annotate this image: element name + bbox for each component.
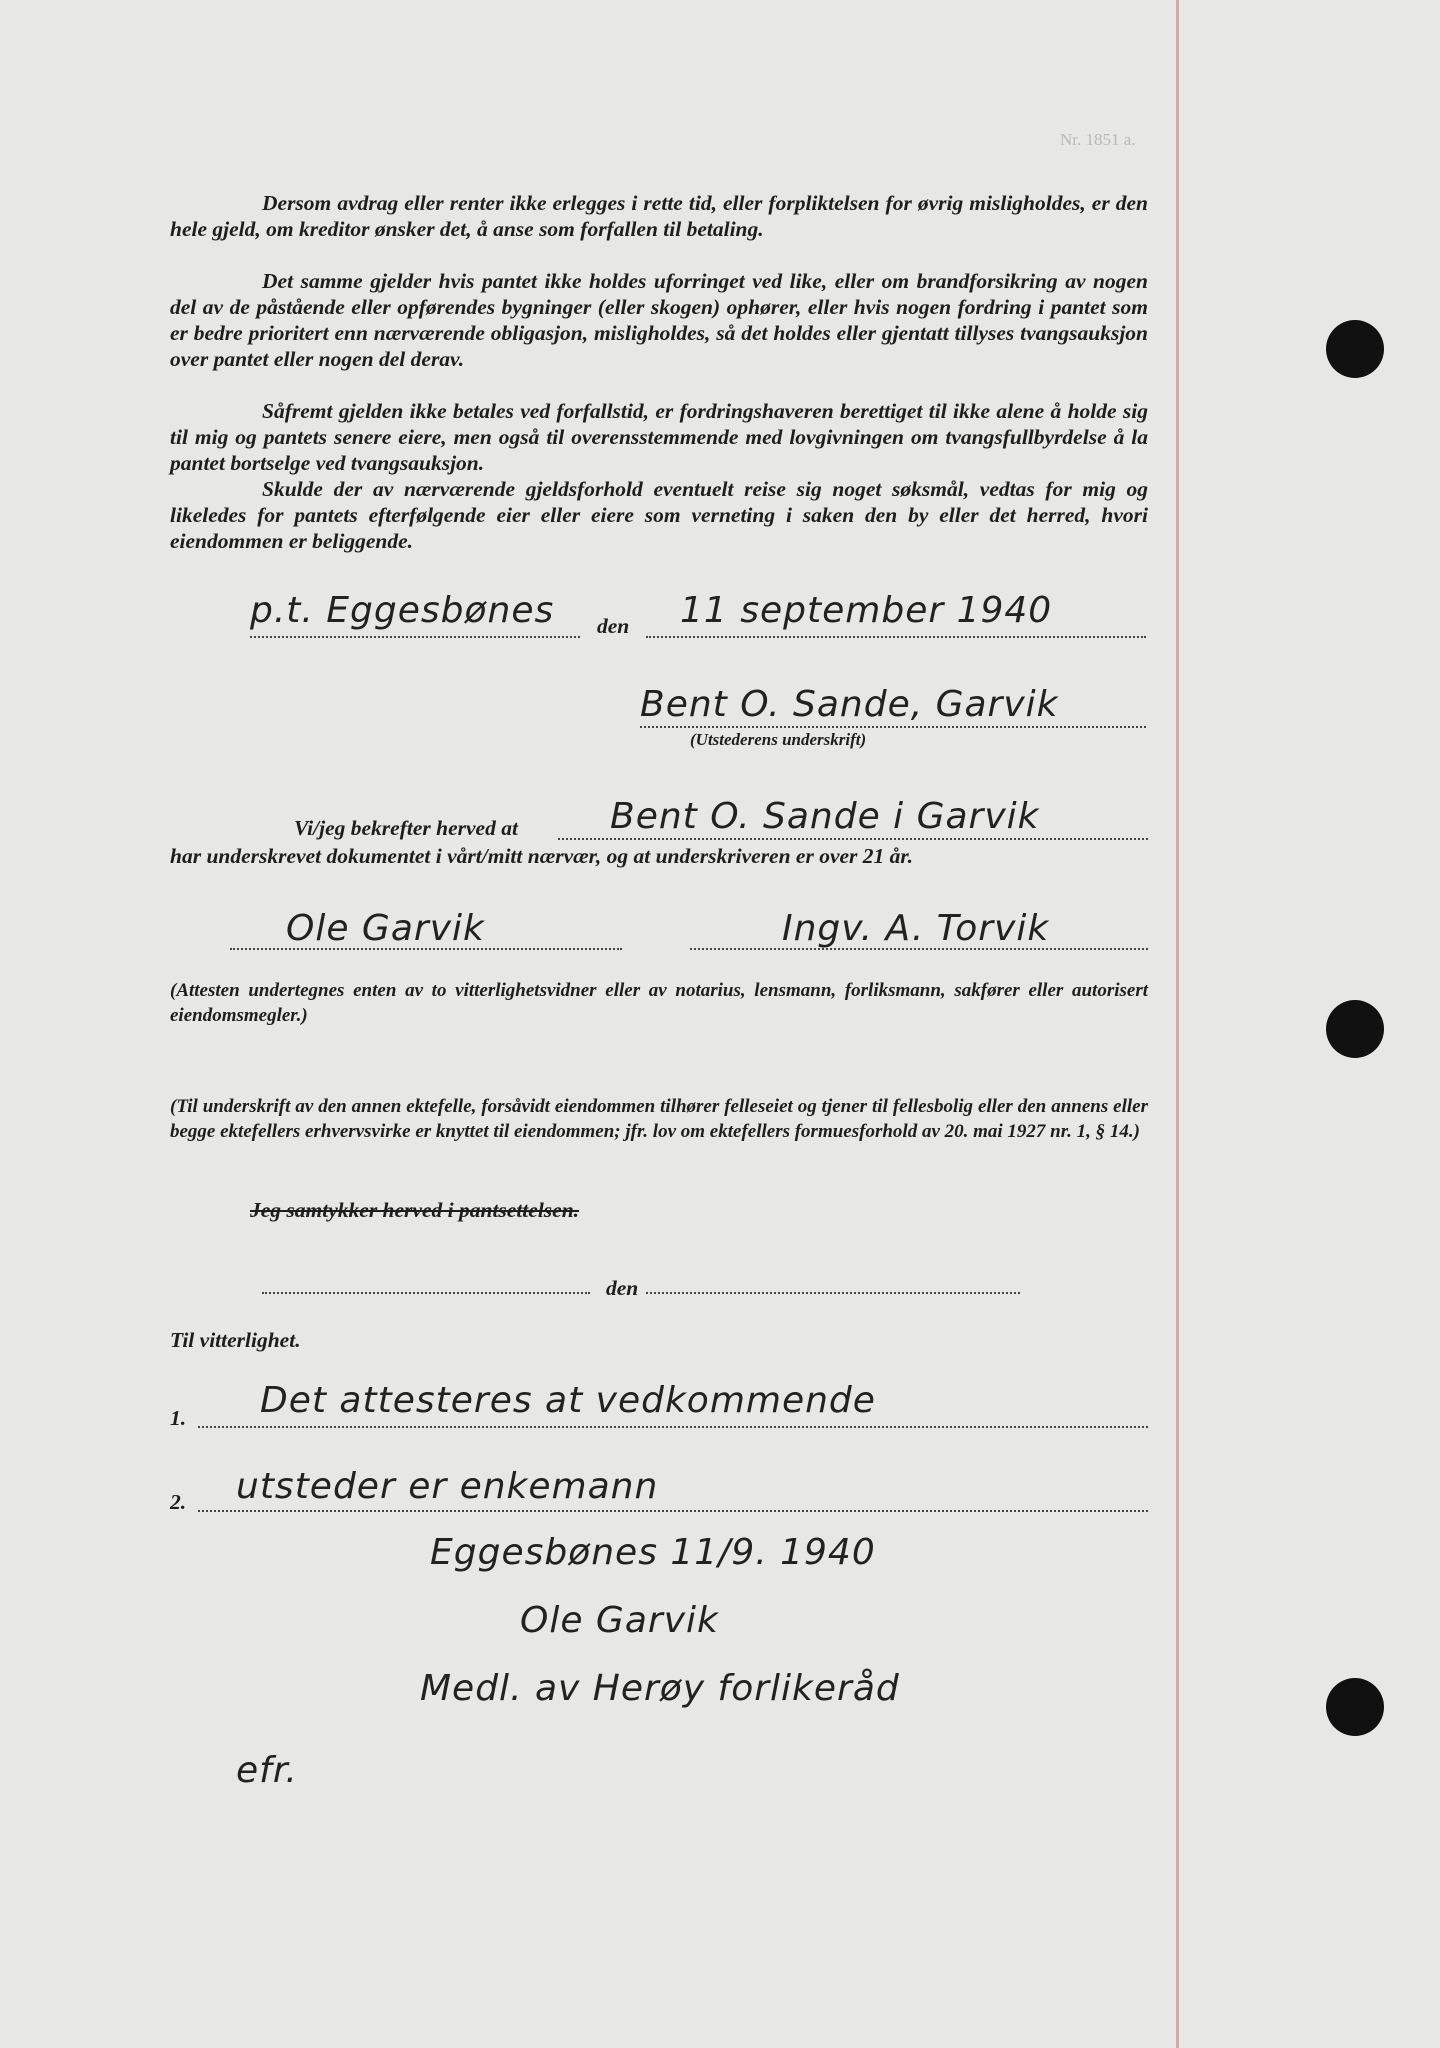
- margin-rule: [1176, 0, 1179, 2048]
- spouse-note: (Til underskrift av den annen ektefelle, forsåvidt eiendommen tilhører felleseiet og tjener til fellesbolig eller den annens eller begge ektefellers erhvervsvirke er knyttet til eiendommen; jfr. lov om ektefellers formuesforhold av 20. mai 1927 nr. 1, § 14.): [170, 1096, 1148, 1142]
- witness-text-5: Medl. av Herøy forlikeråd: [420, 1668, 900, 1709]
- witness-number-1: 1.: [170, 1406, 187, 1430]
- clause-insurance: Det samme gjelder hvis pantet ikke holdes uforringet ved like, eller om brandforsikring av nogen del av de påstående eller opførendes bygninger (eller skogen) ophører, eller hvis nogen fordring i pantet som er bedre prioritert enn nærværende obligasjon, misligholdes, så det holdes eller gjentatt tillyses tvangsauksjon over pantet eller nogen del derav.: [170, 269, 1148, 371]
- spouse-date-line: [646, 1292, 1020, 1294]
- punch-hole-bottom: [1326, 1678, 1384, 1736]
- witness-text-6: efr.: [236, 1750, 298, 1791]
- clause-forced-sale: Såfremt gjelden ikke betales ved forfallstid, er fordringshaveren berettiget til ikke alene å holde sig til mig og pantets senere eiere, men også til overensstemmende med lovgivningen om tvangsfullbyrdelse å la pantet bortselge ved tvangsauksjon.: [170, 399, 1148, 475]
- witness-signature-2: Ingv. A. Torvik: [782, 908, 1050, 949]
- witness-text-3: Eggesbønes 11/9. 1940: [430, 1532, 876, 1573]
- attestation-name-line: [558, 838, 1148, 840]
- place-line: [250, 636, 580, 638]
- date-line: [646, 636, 1146, 638]
- attestation-note: (Attesten undertegnes enten av to vitterlighetsvidner eller av notarius, lensmann, forliksmann, sakfører eller autorisert eiendomsmegler.): [170, 980, 1148, 1026]
- witness-signature-1: Ole Garvik: [286, 908, 485, 949]
- witness-number-2: 2.: [170, 1490, 187, 1514]
- signing-date: 11 september 1940: [680, 590, 1053, 631]
- attestation-line2: har underskrevet dokumentet i vårt/mitt nærvær, og at underskriveren er over 21 år.: [170, 844, 913, 868]
- witness-line-1: [230, 948, 622, 950]
- issuer-caption: (Utstederens underskrift): [690, 730, 867, 749]
- witness-text-2: utsteder er enkemann: [236, 1466, 659, 1507]
- attested-name: Bent O. Sande i Garvik: [610, 796, 1040, 837]
- punch-hole-middle: [1326, 1000, 1384, 1058]
- punch-hole-top: [1326, 320, 1384, 378]
- witness-row-line-2: [198, 1510, 1148, 1512]
- den-label: den: [597, 614, 630, 638]
- header-stamp: Nr. 1851 a.: [1060, 130, 1136, 149]
- spouse-place-line: [262, 1292, 590, 1294]
- issuer-signature: Bent O. Sande, Garvik: [640, 684, 1059, 725]
- clause-default: Dersom avdrag eller renter ikke erlegges i rette tid, eller forpliktelsen for øvrig misligholdes, er den hele gjeld, om kreditor ønsker det, å anse som forfallen til betaling.: [170, 191, 1148, 241]
- witness-row-line-1: [198, 1426, 1148, 1428]
- clause-venue: Skulde der av nærværende gjeldsforhold eventuelt reise sig noget søksmål, vedtas for mig og likeledes for pantets efterfølgende eier eller eiere som verneting i saken den by eller det herred, hvori eiendommen er beliggende.: [170, 477, 1148, 553]
- attestation-prefix: Vi/jeg bekrefter herved at: [294, 816, 518, 840]
- signature-line: [640, 726, 1146, 728]
- signing-place: p.t. Eggesbønes: [250, 590, 555, 631]
- witness-text-1: Det attesteres at vedkommende: [260, 1380, 876, 1421]
- witness-line-2: [690, 948, 1148, 950]
- spouse-den-label: den: [606, 1276, 639, 1300]
- witness-section-title: Til vitterlighet.: [170, 1328, 301, 1352]
- witness-text-4: Ole Garvik: [520, 1600, 719, 1641]
- spouse-consent: Jeg samtykker herved i pantsettelsen.: [250, 1198, 580, 1222]
